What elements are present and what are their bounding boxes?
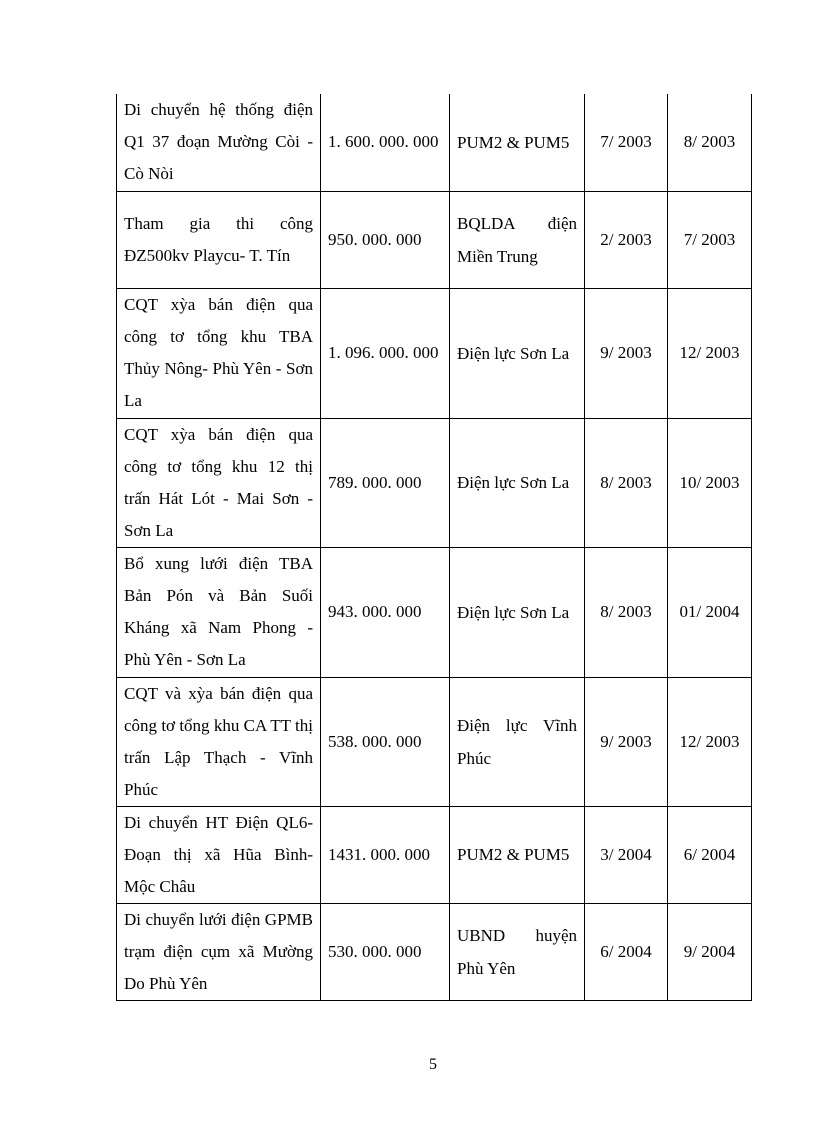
project-name-cell: Tham gia thi công ĐZ500kv Playcu- T. Tín	[117, 191, 321, 288]
project-start-cell: 2/ 2003	[585, 191, 668, 288]
project-start-cell: 7/ 2003	[585, 94, 668, 191]
project-value-cell: 530. 000. 000	[321, 903, 450, 1000]
project-name-cell: CQT xỳa bán điện qua công tơ tổng khu TBA Thủy Nông- Phù Yên - Sơn La	[117, 288, 321, 418]
project-value-cell: 1. 600. 000. 000	[321, 94, 450, 191]
project-value-cell: 1431. 000. 000	[321, 806, 450, 903]
table-row	[117, 903, 752, 1000]
project-end-cell: 9/ 2004	[668, 903, 752, 1000]
table-row	[117, 677, 752, 806]
table-row	[117, 94, 752, 191]
project-name-cell: Di chuyển hệ thống điện Q1 37 đoạn Mường Còi - Cò Nòi	[117, 94, 321, 191]
project-start-cell: 6/ 2004	[585, 903, 668, 1000]
project-start-cell: 8/ 2003	[585, 547, 668, 677]
project-unit-cell: PUM2 & PUM5	[450, 806, 585, 903]
project-unit-cell: Điện lực Sơn La	[450, 418, 585, 547]
table-row	[117, 418, 752, 547]
project-name-cell: CQT và xỳa bán điện qua công tơ tổng khu CA TT thị trấn Lập Thạch - Vĩnh Phúc	[117, 677, 321, 806]
page-number: 5	[429, 1056, 437, 1073]
project-end-cell: 01/ 2004	[668, 547, 752, 677]
table-row	[117, 191, 752, 288]
table-row	[117, 288, 752, 418]
project-name-cell: Bổ xung lưới điện TBA Bản Pón và Bản Suối Kháng xã Nam Phong - Phù Yên - Sơn La	[117, 547, 321, 677]
project-unit-cell: BQLDA điện Miền Trung	[450, 191, 585, 288]
project-value-cell: 950. 000. 000	[321, 191, 450, 288]
project-unit-cell: UBND huyện Phù Yên	[450, 903, 585, 1000]
project-end-cell: 12/ 2003	[668, 288, 752, 418]
project-name-cell: Di chuyển lưới điện GPMB trạm điện cụm xã Mường Do Phù Yên	[117, 903, 321, 1000]
project-start-cell: 3/ 2004	[585, 806, 668, 903]
project-value-cell: 789. 000. 000	[321, 418, 450, 547]
project-end-cell: 8/ 2003	[668, 94, 752, 191]
project-end-cell: 12/ 2003	[668, 677, 752, 806]
table-row	[117, 547, 752, 677]
project-value-cell: 1. 096. 000. 000	[321, 288, 450, 418]
project-name-cell: Di chuyển HT Điện QL6- Đoạn thị xã Hũa Bình- Mộc Châu	[117, 806, 321, 903]
project-end-cell: 10/ 2003	[668, 418, 752, 547]
table-row	[117, 806, 752, 903]
project-start-cell: 9/ 2003	[585, 677, 668, 806]
project-name-cell: CQT xỳa bán điện qua công tơ tổng khu 12 thị trấn Hát Lót - Mai Sơn - Sơn La	[117, 418, 321, 547]
project-start-cell: 9/ 2003	[585, 288, 668, 418]
project-start-cell: 8/ 2003	[585, 418, 668, 547]
project-end-cell: 7/ 2003	[668, 191, 752, 288]
project-unit-cell: PUM2 & PUM5	[450, 94, 585, 191]
projects-table	[116, 94, 752, 1001]
project-value-cell: 538. 000. 000	[321, 677, 450, 806]
project-unit-cell: Điện lực Sơn La	[450, 547, 585, 677]
project-end-cell: 6/ 2004	[668, 806, 752, 903]
project-unit-cell: Điện lực Vĩnh Phúc	[450, 677, 585, 806]
project-value-cell: 943. 000. 000	[321, 547, 450, 677]
project-unit-cell: Điện lực Sơn La	[450, 288, 585, 418]
